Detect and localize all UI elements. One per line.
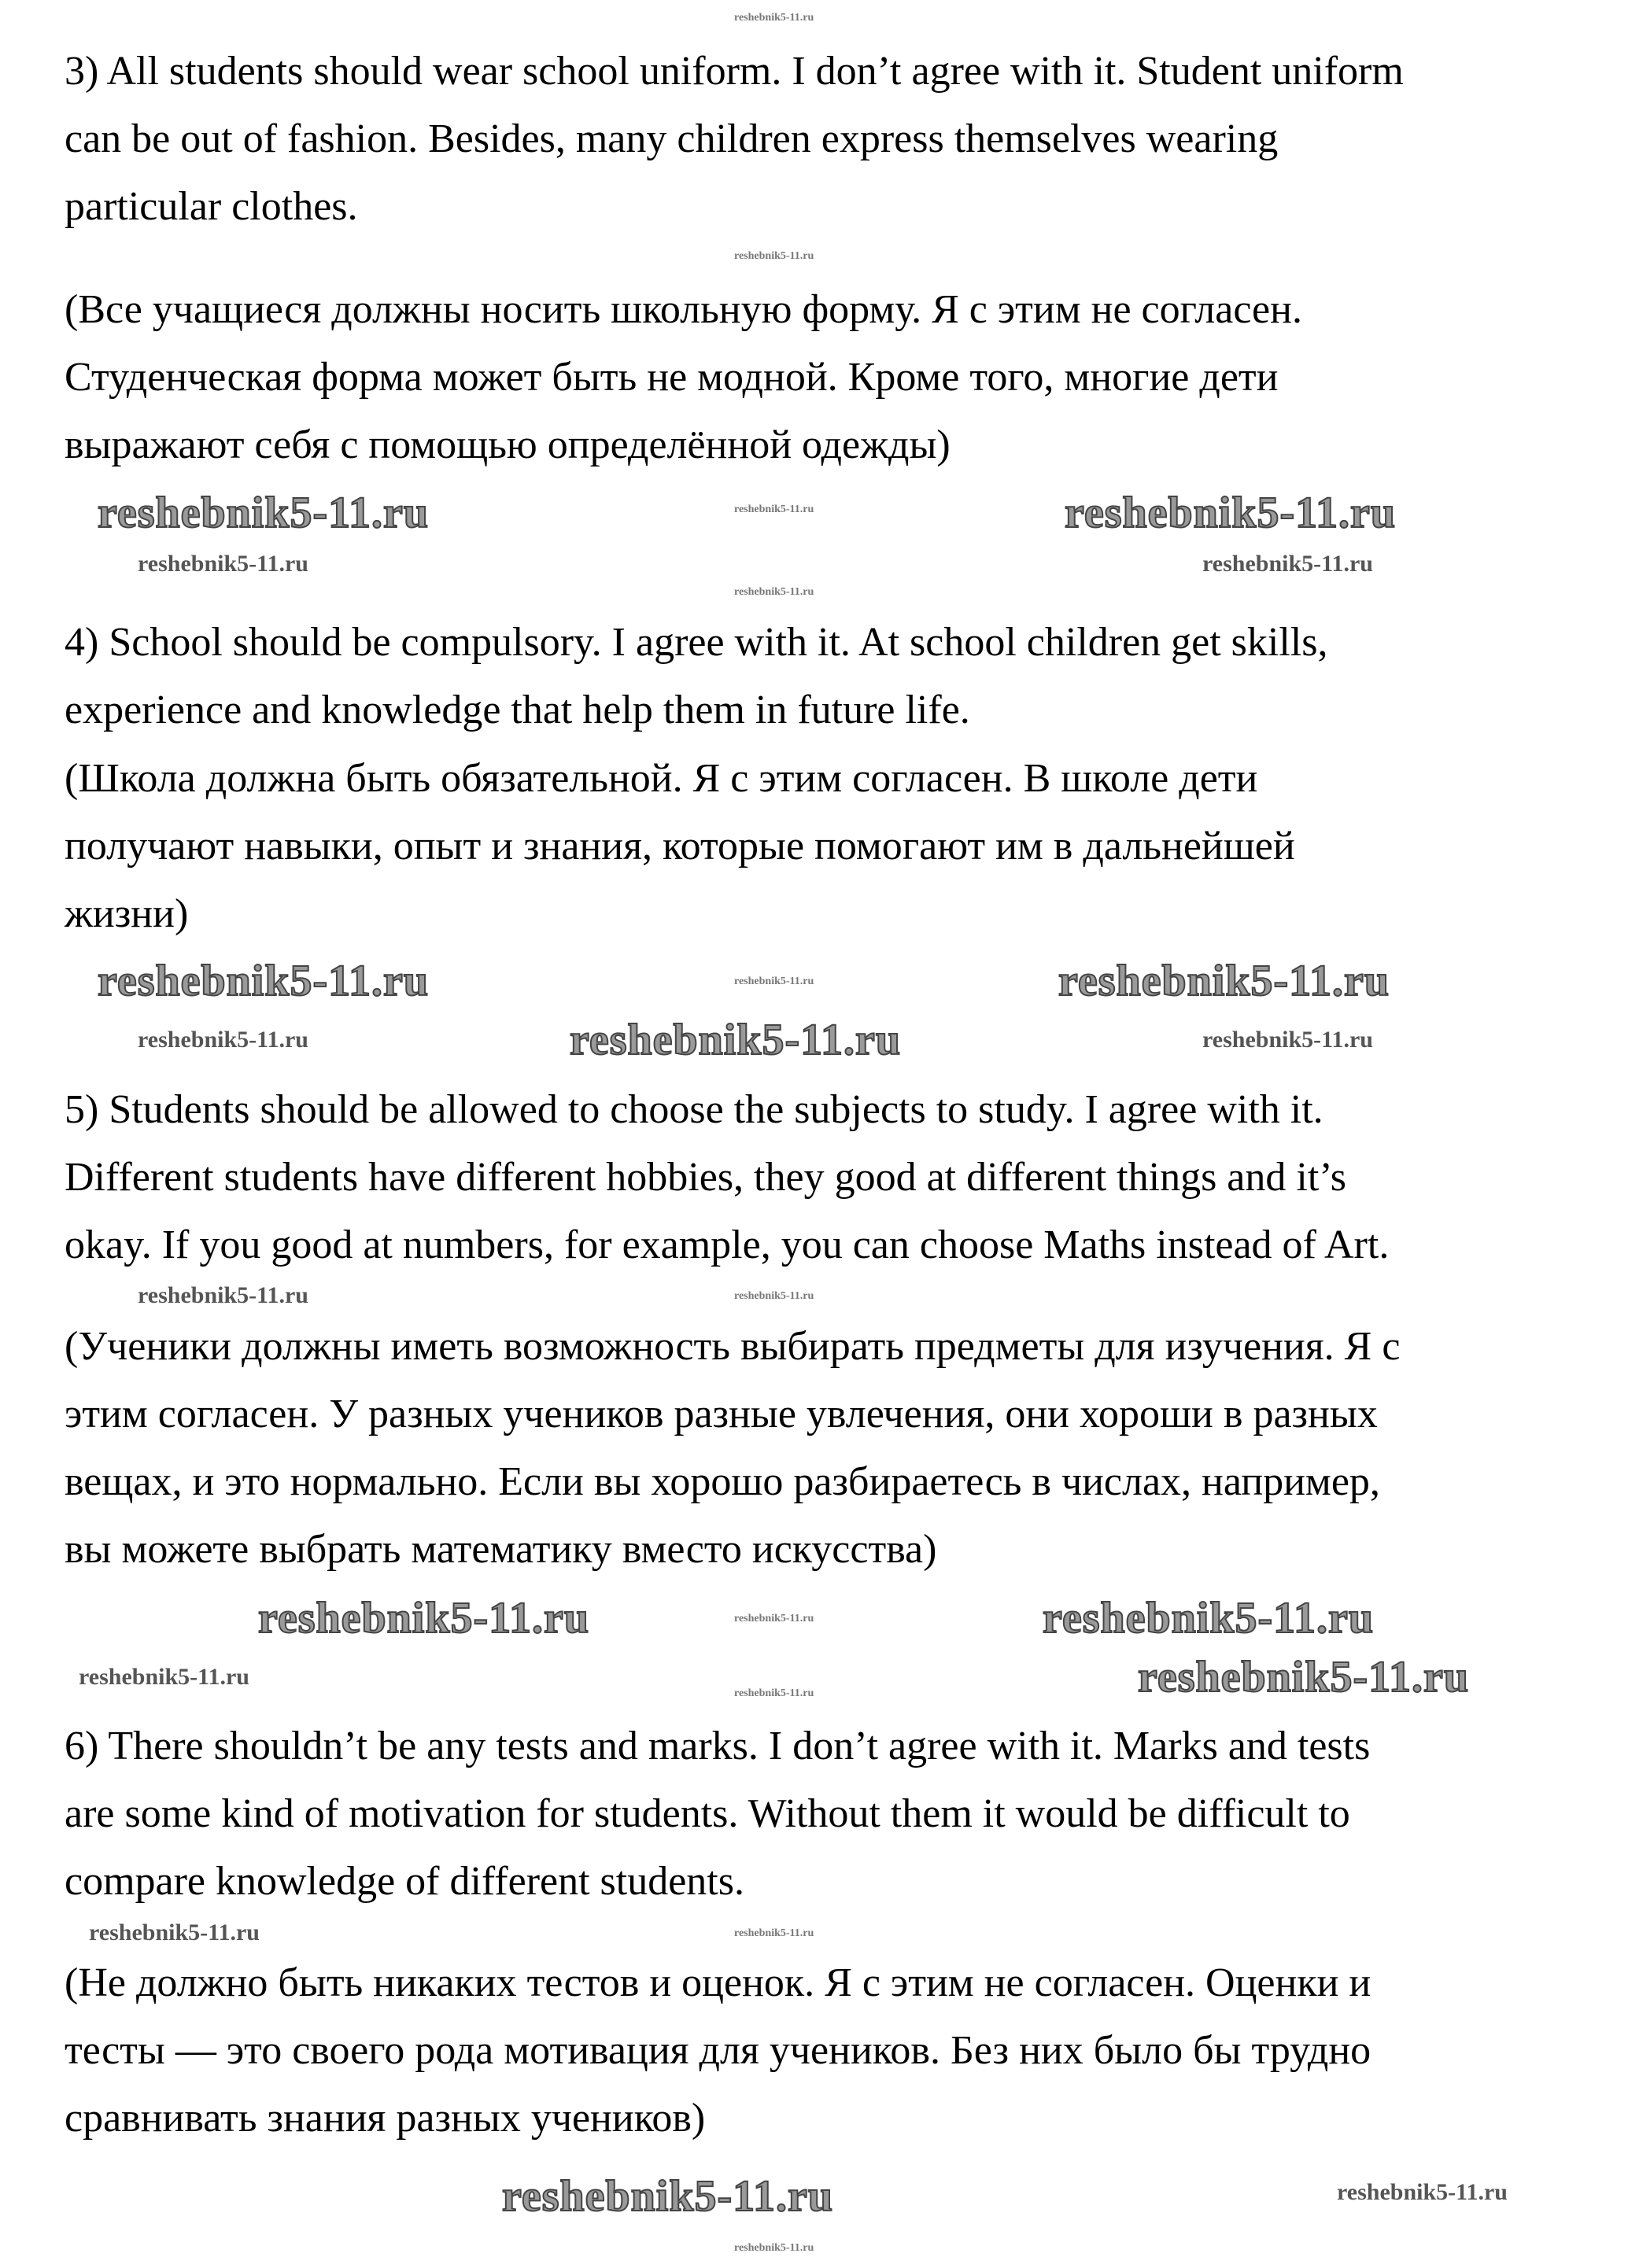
text-line: (Школа должна быть обязательной. Я с этим согласен. В школе дети xyxy=(65,756,1258,801)
text-line: 6) There shouldn’t be any tests and marks. I don’t agree with it. Marks and tests xyxy=(65,1724,1371,1768)
text-line: 4) School should be compulsory. I agree with it. At school children get skills, xyxy=(65,620,1328,665)
watermark: reshebnik5-11.ru xyxy=(138,1027,308,1053)
paragraph xyxy=(65,609,1328,744)
watermark: reshebnik5-11.ru xyxy=(734,1290,814,1302)
watermark: reshebnik5-11.ru xyxy=(1337,2179,1508,2205)
text-line: (Ученики должны иметь возможность выбирать предметы для изучения. Я с xyxy=(65,1324,1401,1369)
text-line: тесты — это своего рода мотивация для учеников. Без них было бы трудно xyxy=(65,2028,1371,2073)
watermark: reshebnik5-11.ru xyxy=(79,1664,249,1690)
watermark: reshebnik5-11.ru xyxy=(1138,1653,1470,1702)
text-line: compare knowledge of different students. xyxy=(65,1859,744,1904)
paragraph xyxy=(65,1713,1370,1916)
watermark: reshebnik5-11.ru xyxy=(138,1282,308,1308)
watermark: reshebnik5-11.ru xyxy=(89,1920,260,1945)
text-line: получают навыки, опыт и знания, которые помогают им в дальнейшей xyxy=(65,824,1295,868)
watermark: reshebnik5-11.ru xyxy=(98,957,430,1005)
watermark: reshebnik5-11.ru xyxy=(1202,551,1373,577)
watermark: reshebnik5-11.ru xyxy=(258,1594,590,1643)
watermark: reshebnik5-11.ru xyxy=(734,250,814,262)
text-line: сравнивать знания разных учеников) xyxy=(65,2096,706,2141)
text-line: can be out of fashion. Besides, many children express themselves wearing xyxy=(65,116,1279,161)
text-line: Студенческая форма может быть не модной. Кроме того, многие дети xyxy=(65,355,1279,400)
watermark: reshebnik5-11.ru xyxy=(570,1016,902,1064)
text-line: (Все учащиеся должны носить школьную форму. Я с этим не согласен. xyxy=(65,287,1302,332)
text-line: particular clothes. xyxy=(65,184,358,229)
watermark: reshebnik5-11.ru xyxy=(1043,1594,1375,1643)
watermark: reshebnik5-11.ru xyxy=(1202,1027,1373,1053)
watermark: reshebnik5-11.ru xyxy=(734,586,814,598)
watermark: reshebnik5-11.ru xyxy=(734,975,814,987)
watermark: reshebnik5-11.ru xyxy=(734,12,814,24)
text-line: 3) All students should wear school uniform. I don’t agree with it. Student uniform xyxy=(65,49,1404,94)
watermark: reshebnik5-11.ru xyxy=(734,2242,814,2254)
watermark: reshebnik5-11.ru xyxy=(734,503,814,515)
text-line: are some kind of motivation for students. Without them it would be difficult to xyxy=(65,1791,1350,1836)
text-line: вы можете выбрать математику вместо искусства) xyxy=(65,1527,937,1572)
text-line: жизни) xyxy=(65,891,189,936)
text-line: Different students have different hobbies, they good at different things and it’s xyxy=(65,1155,1346,1200)
paragraph xyxy=(65,1076,1389,1279)
watermark: reshebnik5-11.ru xyxy=(734,1687,814,1699)
text-line: этим согласен. У разных учеников разные увлечения, они хороши в разных xyxy=(65,1392,1378,1436)
text-line: вещах, и это нормально. Если вы хорошо разбираетесь в числах, например, xyxy=(65,1459,1380,1504)
paragraph xyxy=(65,38,1404,241)
text-line: выражают себя с помощью определённой одежды) xyxy=(65,422,951,467)
watermark: reshebnik5-11.ru xyxy=(734,1927,814,1939)
paragraph xyxy=(65,1949,1371,2152)
text-line: (Не должно быть никаких тестов и оценок. Я с этим не согласен. Оценки и xyxy=(65,1960,1371,2005)
text-line: experience and knowledge that help them in future life. xyxy=(65,688,970,732)
watermark: reshebnik5-11.ru xyxy=(138,551,308,577)
paragraph xyxy=(65,1313,1400,1584)
text-line: okay. If you good at numbers, for example, you can choose Maths instead of Art. xyxy=(65,1223,1390,1267)
watermark: reshebnik5-11.ru xyxy=(1058,957,1390,1005)
paragraph xyxy=(65,745,1295,948)
watermark: reshebnik5-11.ru xyxy=(734,1613,814,1624)
watermark: reshebnik5-11.ru xyxy=(98,489,430,537)
watermark: reshebnik5-11.ru xyxy=(502,2172,834,2221)
paragraph xyxy=(65,276,1302,479)
text-line: 5) Students should be allowed to choose the subjects to study. I agree with it. xyxy=(65,1087,1323,1132)
watermark: reshebnik5-11.ru xyxy=(1065,489,1397,537)
